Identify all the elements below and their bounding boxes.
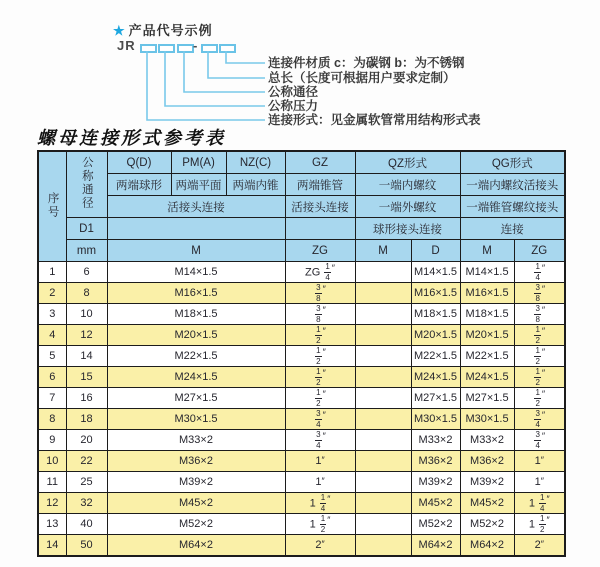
header-qg-sub3: 连接 [460,218,565,240]
cell-m: M24×1.5 [107,367,285,388]
cell-m: M36×2 [107,451,285,472]
cell-qg-zg: $\frac{1}{2}$ ″ [514,346,565,367]
cell-dn: 20 [66,430,107,451]
cell-dn: 18 [66,409,107,430]
cell-qz-d: M39×2 [411,472,460,493]
cell-dn: 25 [66,472,107,493]
cell-qz-m [355,367,411,388]
cell-dn: 40 [66,514,107,535]
cell-qz-m [355,325,411,346]
cell-m: M14×1.5 [107,262,285,283]
header-qz-sub2: 一端外螺纹 [355,196,460,218]
cell-qz-d: M45×2 [411,493,460,514]
product-code-prefix: JR [117,38,136,53]
diagram-title-text: 产品代号示例 [128,23,213,38]
cell-qz-m [355,409,411,430]
cell-qg-m: M39×2 [460,472,514,493]
cell-qg-zg: $\frac{1}{4}$ ″ [514,262,565,283]
cell-qz-m [355,535,411,557]
cell-m: M20×1.5 [107,325,285,346]
cell-qg-m: M45×2 [460,493,514,514]
cell-qz-d: M24×1.5 [411,367,460,388]
nut-connection-table [37,150,566,557]
cell-qz-d: M27×1.5 [411,388,460,409]
cell-qz-d: M22×1.5 [411,346,460,367]
header-blank-gz [285,218,355,240]
cell-dn: 14 [66,346,107,367]
cell-seq: 13 [38,514,66,535]
cell-qg-zg: $\frac{3}{4}$ ″ [514,430,565,451]
table-row [38,325,565,346]
cell-qz-d: M18×1.5 [411,304,460,325]
header-union-joint: 活接头连接 [107,196,285,218]
cell-qz-m [355,514,411,535]
header-mm: mm [66,240,107,262]
callout-label-pressure: 公称压力 [268,99,319,113]
header-m-wide: M [107,240,285,262]
code-dash: - [193,38,198,53]
table-row [38,304,565,325]
cell-seq: 11 [38,472,66,493]
cell-qg-m: M18×1.5 [460,304,514,325]
header-qz-sub1: 一端内螺纹 [355,174,460,196]
cell-dn: 22 [66,451,107,472]
cell-m: M16×1.5 [107,283,285,304]
header-col-qz: QZ形式 [355,151,460,174]
table-row [38,367,565,388]
cell-qg-m: M33×2 [460,430,514,451]
callout-label-material: 连接件材质 c：为碳钢 b：为不锈钢 [268,56,465,70]
cell-qg-m: M22×1.5 [460,346,514,367]
cell-qz-m [355,304,411,325]
cell-gz: $\frac{3}{8}$ ″ [285,283,355,304]
cell-seq: 5 [38,346,66,367]
cell-qz-d: M64×2 [411,535,460,557]
header-col-qg: QG形式 [460,151,565,174]
cell-dn: 50 [66,535,107,557]
cell-gz: $\frac{1}{2}$ ″ [285,367,355,388]
cell-seq: 9 [38,430,66,451]
table-row [38,514,565,535]
cell-gz: $\frac{1}{2}$ ″ [285,388,355,409]
cell-seq: 4 [38,325,66,346]
cell-qg-zg: 1 $\frac{1}{4}$ ″ [514,493,565,514]
cell-gz: $\frac{3}{8}$ ″ [285,304,355,325]
cell-qg-zg: $\frac{3}{4}$ ″ [514,409,565,430]
header-col-q: Q(D) [107,151,171,174]
cell-qg-m: M16×1.5 [460,283,514,304]
cell-gz: 1 $\frac{1}{4}$ ″ [285,493,355,514]
cell-gz: $\frac{1}{2}$ ″ [285,346,355,367]
cell-m: M45×2 [107,493,285,514]
cell-qz-m [355,388,411,409]
cell-m: M52×2 [107,514,285,535]
cell-qg-zg: 1″ [514,451,565,472]
header-seq: 序号 [38,151,66,262]
cell-qg-zg: $\frac{3}{8}$ ″ [514,283,565,304]
header-col-pm: PM(A) [171,151,226,174]
cell-gz: 1″ [285,451,355,472]
header-zg-gz: ZG [285,240,355,262]
cell-qg-m: M36×2 [460,451,514,472]
cell-seq: 8 [38,409,66,430]
cell-qg-zg: $\frac{1}{2}$ ″ [514,367,565,388]
cell-dn: 6 [66,262,107,283]
cell-qg-m: M30×1.5 [460,409,514,430]
cell-qz-m [355,472,411,493]
header-qg-sub2: 一端锥管螺纹接头 [460,196,565,218]
cell-dn: 16 [66,388,107,409]
header-qz-m: M [355,240,411,262]
cell-qz-m [355,430,411,451]
star-icon: ★ [113,23,126,38]
cell-dn: 15 [66,367,107,388]
cell-seq: 7 [38,388,66,409]
cell-seq: 10 [38,451,66,472]
cell-qg-m: M24×1.5 [460,367,514,388]
header-qg-zg: ZG [514,240,565,262]
header-col-gz: GZ [285,151,355,174]
cell-qg-zg: 1 $\frac{1}{2}$ ″ [514,514,565,535]
cell-qz-d: M36×2 [411,451,460,472]
cell-m: M22×1.5 [107,346,285,367]
header-gz-union: 活接头连接 [285,196,355,218]
table-header [38,151,565,262]
header-qz-d: D [411,240,460,262]
cell-qg-m: M20×1.5 [460,325,514,346]
header-qg-sub1: 一端内螺纹活接头 [460,174,565,196]
header-blank-left [107,218,285,240]
table-body [38,262,565,557]
cell-qz-d: M20×1.5 [411,325,460,346]
cell-qg-zg: $\frac{1}{2}$ ″ [514,325,565,346]
table-row [38,409,565,430]
cell-seq: 3 [38,304,66,325]
cell-qg-m: M52×2 [460,514,514,535]
cell-seq: 14 [38,535,66,557]
cell-qz-m [355,262,411,283]
header-pm-sub: 两端平面 [171,174,226,196]
cell-qg-zg: $\frac{3}{8}$ ″ [514,304,565,325]
table-row [38,283,565,304]
table-title: 螺母连接形式参考表 [37,128,226,148]
cell-gz: 2″ [285,535,355,557]
cell-dn: 8 [66,283,107,304]
cell-qg-zg: $\frac{1}{2}$ ″ [514,388,565,409]
table-row [38,262,565,283]
cell-qz-d: M14×1.5 [411,262,460,283]
cell-qz-m [355,283,411,304]
cell-gz: $\frac{1}{2}$ ″ [285,325,355,346]
cell-m: M18×1.5 [107,304,285,325]
cell-dn: 32 [66,493,107,514]
cell-qg-zg: 2″ [514,535,565,557]
header-d1: D1 [66,218,107,240]
cell-qg-m: M64×2 [460,535,514,557]
cell-qz-m [355,346,411,367]
cell-qg-zg: 1″ [514,472,565,493]
cell-m: M64×2 [107,535,285,557]
cell-qz-m [355,451,411,472]
cell-qz-m [355,493,411,514]
cell-gz: ZG $\frac{1}{4}$ ″ [285,262,355,283]
cell-m: M39×2 [107,472,285,493]
cell-qz-d: M33×2 [411,430,460,451]
table-row [38,388,565,409]
table-row [38,430,565,451]
header-dn: 公称通径 [66,151,107,218]
header-gz-sub: 两端锥管 [285,174,355,196]
cell-gz: 1 $\frac{1}{2}$ ″ [285,514,355,535]
table-row [38,493,565,514]
cell-qz-d: M30×1.5 [411,409,460,430]
header-nz-sub: 两端内锥 [226,174,285,196]
header-col-nz: NZ(C) [226,151,285,174]
callout-label-diameter: 公称通径 [268,85,319,99]
cell-qz-d: M16×1.5 [411,283,460,304]
callout-label-connection: 连接形式：见金属软管常用结构形式表 [268,113,481,127]
cell-qz-d: M52×2 [411,514,460,535]
cell-m: M33×2 [107,430,285,451]
header-q-sub: 两端球形 [107,174,171,196]
cell-seq: 1 [38,262,66,283]
cell-gz: $\frac{3}{4}$ ″ [285,430,355,451]
cell-qg-m: M27×1.5 [460,388,514,409]
cell-gz: 1″ [285,472,355,493]
cell-seq: 6 [38,367,66,388]
table-row [38,451,565,472]
cell-seq: 2 [38,283,66,304]
cell-qg-m: M14×1.5 [460,262,514,283]
cell-dn: 12 [66,325,107,346]
cell-dn: 10 [66,304,107,325]
cell-m: M30×1.5 [107,409,285,430]
table-row [38,472,565,493]
header-qz-sub3: 球形接头连接 [355,218,460,240]
header-qg-m: M [460,240,514,262]
table-row [38,346,565,367]
product-code-diagram [0,0,600,130]
callout-label-length: 总长（长度可根据用户要求定制） [268,71,456,85]
cell-m: M27×1.5 [107,388,285,409]
cell-seq: 12 [38,493,66,514]
cell-gz: $\frac{3}{4}$ ″ [285,409,355,430]
table-row [38,535,565,557]
